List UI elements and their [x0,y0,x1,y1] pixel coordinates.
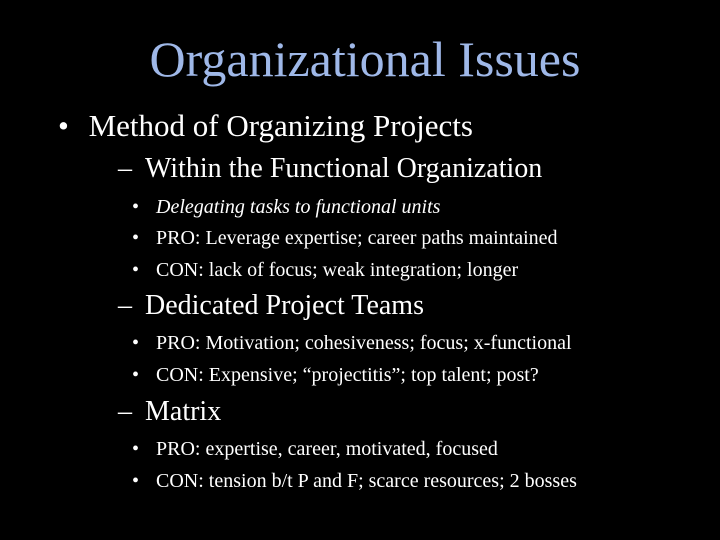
section-heading-dedicated [118,290,424,322]
dash-marker: – [118,396,132,427]
list-item [132,226,558,250]
list-item-text: CON: tension b/t P and F; scarce resources; 2 bosses [156,470,577,492]
bullet-marker: • [132,470,140,492]
section-heading-text: Dedicated Project Teams [145,290,424,321]
section-heading-text: Within the Functional Organization [145,153,543,184]
list-item-text: PRO: expertise, career, motivated, focused [156,438,498,460]
section-heading-functional [118,153,542,185]
list-item-text: CON: Expensive; “projectitis”; top talent; post? [156,364,539,386]
list-item [132,437,498,461]
bullet-item-main [58,108,473,144]
dash-marker: – [118,290,132,321]
bullet-marker: • [132,364,140,386]
list-item [132,195,440,219]
list-item [132,469,577,493]
bullet-marker: • [132,196,140,218]
list-item-text: PRO: Motivation; cohesiveness; focus; x-functional [156,332,572,354]
list-item [132,258,518,282]
section-heading-text: Matrix [145,396,222,427]
list-item-text: CON: lack of focus; weak integration; longer [156,259,519,281]
list-item-text: PRO: Leverage expertise; career paths maintained [156,227,558,249]
bullet-marker: • [58,108,69,143]
bullet-marker: • [132,332,140,354]
list-item [132,331,572,355]
section-heading-matrix [118,396,221,428]
slide-title: Organizational Issues [149,31,581,87]
bullet-marker: • [132,259,140,281]
bullet-marker: • [132,438,140,460]
list-item-text: Delegating tasks to functional units [156,196,441,218]
dash-marker: – [118,153,132,184]
list-item [132,363,539,387]
bullet-text: Method of Organizing Projects [88,108,473,143]
bullet-marker: • [132,227,140,249]
